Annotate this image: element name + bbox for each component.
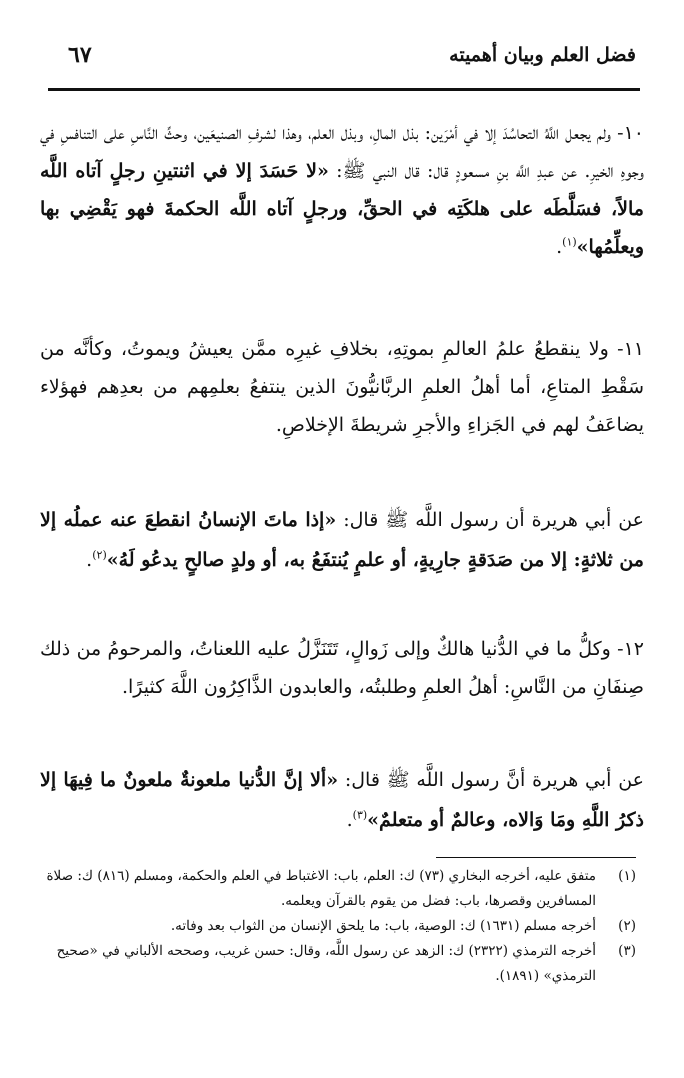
- footnote-ref: (٢): [92, 548, 107, 562]
- footnote-number: (٢): [618, 918, 636, 934]
- hadith-block: [40, 760, 644, 840]
- point-text: ولا ينقطعُ علمُ العالمِ بموتِهِ، بخلافِ غيرِه ممَّن يعيشُ ويموتُ، وكأنَّه من سَقْطِ المتاعِ، أما أهلُ العلمِ الربَّانيُّونَ الذين ينتفعُ بعلمِهم من بعدِهم فهؤلاء يضاعَفُ لهم في الجَزاءِ والأجرِ شريطةَ الإخلاصِ.: [40, 338, 644, 436]
- footnote-number: (٣): [618, 943, 636, 959]
- point-10: [40, 114, 644, 266]
- footnote: [44, 864, 636, 914]
- footnote-rule: [436, 857, 636, 858]
- hadith-block: [40, 500, 644, 580]
- sentence-end: .: [346, 809, 353, 831]
- hadith-quote: «ألا إنَّ الدُّنيا ملعونةٌ ملعونٌ ما فِيهَا إلا ذكرُ اللَّهِ ومَا وَالاه، وعالمٌ أو متعلمٌ»: [40, 769, 644, 831]
- footnote-text: أخرجه الترمذي (٢٣٢٢) ك: الزهد عن رسول اللَّه، وقال: حسن غريب، وصححه الألباني في «صحيح الترمذي» (١٨٩١).: [56, 943, 596, 984]
- point-number: ١٢-: [617, 638, 645, 660]
- footnotes: [44, 864, 636, 989]
- hadith-intro: عن أبي هريرة أنَّ رسول اللَّه ﷺ قال:: [344, 769, 644, 791]
- hadith-quote: «إذا ماتَ الإنسانُ انقطعَ عنه عملُه إلا من ثلاثةٍ: إلا من صَدَقةٍ جارِيةٍ، أو علمٍ يُنتفَعُ به، أو ولدٍ صالحٍ يدعُو لَهُ»: [40, 509, 644, 571]
- point-number: ١٠-: [617, 122, 644, 144]
- sentence-end: .: [86, 549, 93, 571]
- footnote-ref: (١): [562, 235, 577, 249]
- page-header: [50, 38, 636, 78]
- point-12: [40, 630, 644, 706]
- footnote-text: متفق عليه، أخرجه البخاري (٧٣) ك: العلم، باب: الاغتباط في العلم والحكمة، ومسلم (٨١٦) ك: صلاة المسافرين وقصرها، باب: فضل من يقوم بالقرآن ويعلمه.: [46, 868, 596, 909]
- page-number: ٦٧: [68, 42, 92, 68]
- point-text: ولم يجعل اللَّهُ التحاسُدَ إلا في أمْرَين: بذل المالِ، وبذل العلم، وهذا لشرفِ الصنيعَين، وحثِّ النَّاسِ على التنافسِ في وجوهِ الخيرِ. عن عبدِ اللَّه بنِ مسعودٍ قال: قال النبي ﷺ:: [40, 122, 644, 182]
- point-number: ١١-: [617, 338, 644, 360]
- sentence-end: .: [556, 236, 563, 258]
- hadith-quote: «لا حَسَدَ إلا في اثنتينِ رجلٍ آتاه اللَّه مالاً، فسَلَّطَه على هلكَتِه في الحقِّ، ورجلٍ آتاه اللَّه الحكمةَ فهو يَقْضِي بها ويعلِّمُها»: [40, 160, 644, 258]
- footnote-ref: (٣): [352, 808, 368, 822]
- point-text: وكلُّ ما في الدُّنيا هالكٌ وإلى زَوالٍ، تَتَنَزَّلُ عليه اللعناتُ، والمرحومُ من ذلك صِنفَانِ من النَّاسِ: أهلُ العلمِ وطلبتُه، والعابدون الذَّاكِرُون اللَّهَ كثيرًا.: [40, 638, 644, 698]
- header-rule: [48, 88, 640, 91]
- running-title: فضل العلم وبيان أهميته: [449, 44, 636, 66]
- hadith-intro: عن أبي هريرة أن رسول اللَّه ﷺ قال:: [343, 509, 645, 531]
- footnote: [44, 939, 636, 989]
- point-11: [40, 330, 644, 444]
- footnote-text: أخرجه مسلم (١٦٣١) ك: الوصية، باب: ما يلحق الإنسان من الثواب بعد وفاته.: [170, 918, 596, 934]
- footnote: [44, 914, 636, 939]
- footnote-number: (١): [618, 868, 636, 884]
